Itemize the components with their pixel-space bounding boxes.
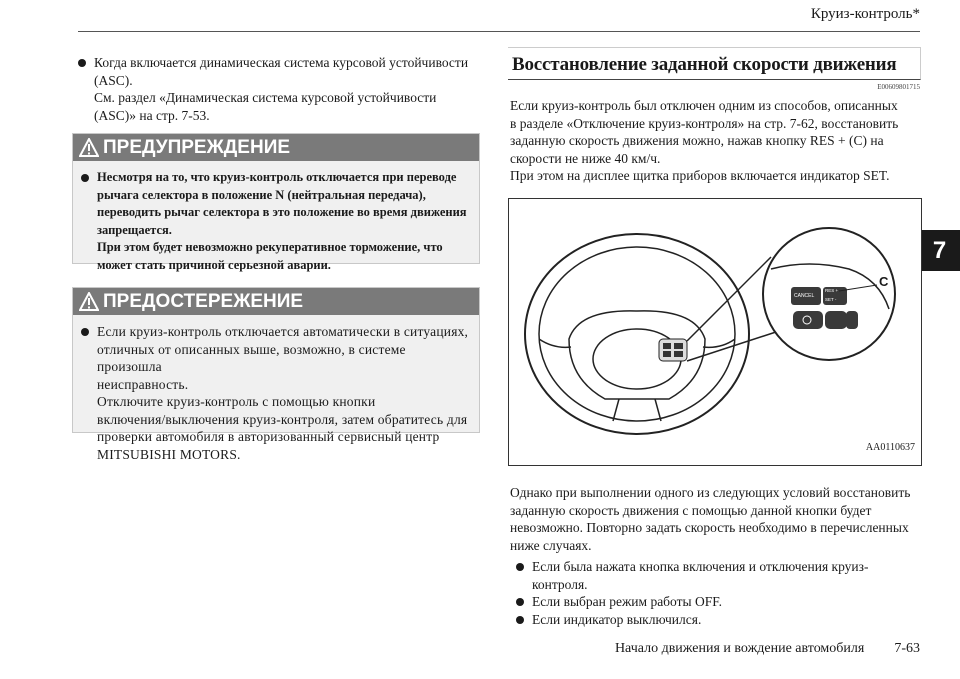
intro-line: См. раздел «Динамическая система курсовой устойчивости: [94, 90, 437, 105]
bullet-icon: [81, 174, 89, 182]
doc-code: E00609801715: [877, 83, 920, 91]
warning-triangle-icon: [79, 138, 99, 158]
para-line: в разделе «Отключение круиз-контроля» на стр. 7-62, восстановить: [510, 115, 899, 131]
caution-line: включения/выключения круиз-контроля, затем обратитесь для: [97, 411, 468, 427]
list-item: контроля.: [532, 576, 588, 592]
paragraph-2: [510, 484, 922, 554]
bullet-icon: [516, 616, 524, 624]
steering-wheel-figure: [508, 198, 922, 466]
list-item: Если была нажата кнопка включения и отключения круиз-: [532, 559, 869, 574]
intro-line: (ASC).: [94, 72, 133, 88]
header-rule: [78, 31, 920, 32]
para-line: заданную скорость движения можно, нажав кнопку RES + (C) на: [510, 133, 884, 148]
bullet-icon: [81, 328, 89, 336]
figure-code: AA0110637: [865, 442, 915, 453]
footer-chapter-name: Начало движения и вождение автомобиля: [614, 641, 865, 656]
list-item: Если выбран режим работы OFF.: [532, 594, 723, 609]
page-header-title: Круиз-контроль*: [810, 6, 920, 22]
conditions-list: [516, 558, 916, 628]
paragraph-1: [510, 97, 922, 185]
caution-triangle-icon: [79, 292, 99, 312]
caution-line: Отключите круиз-контроль с помощью кнопки: [97, 394, 376, 409]
caution-line: отличных от описанных выше, возможно, в системе произошла: [97, 341, 406, 374]
bullet-icon: [78, 59, 86, 67]
chapter-tab: 7: [919, 230, 960, 271]
warning-line: переводить рычаг селектора в это положение во время движения: [97, 205, 467, 219]
para-line: При этом на дисплее щитка приборов включается индикатор SET.: [510, 168, 890, 183]
caution-box: [72, 287, 480, 462]
page-number: 7-63: [894, 641, 920, 656]
warning-body: [73, 161, 479, 280]
para-line: ниже случаях.: [510, 537, 592, 553]
warning-line: запрещается.: [97, 222, 172, 237]
list-item: Если индикатор выключился.: [532, 611, 702, 627]
para-line: заданную скорость движения с помощью данной кнопки будет: [510, 502, 872, 518]
steering-wheel-illustration: [509, 199, 921, 465]
warning-line: При этом будет невозможно рекуперативное торможение, что: [97, 240, 443, 254]
warning-line: рычага селектора в положение N (нейтральная передача),: [97, 187, 426, 202]
warning-box: [72, 133, 480, 272]
caution-line: MITSUBISHI MOTORS.: [97, 446, 241, 462]
section-title: Восстановление заданной скорости движения: [512, 54, 897, 75]
caution-line: неисправность.: [97, 376, 189, 392]
caution-title: ПРЕДОСТЕРЕЖЕНИЕ: [103, 290, 304, 312]
warning-header: [73, 134, 479, 161]
intro-line: (ASC)» на стр. 7-53.: [94, 107, 210, 123]
page-footer: [615, 641, 920, 657]
intro-line: Когда включается динамическая система курсовой устойчивости: [94, 55, 469, 70]
section-heading: [508, 47, 921, 80]
res-button-label: RES +: [825, 288, 839, 293]
warning-line: может стать причиной серьезной аварии.: [97, 257, 331, 272]
intro-bullet: [78, 54, 478, 124]
caution-body: [73, 315, 479, 469]
bullet-icon: [516, 598, 524, 606]
para-line: Если круиз-контроль был отключен одним из способов, описанных: [510, 98, 898, 113]
caution-header: [73, 288, 479, 315]
warning-title: ПРЕДУПРЕЖДЕНИЕ: [103, 136, 291, 158]
caution-line: проверки автомобиля в авторизованный сервисный центр: [97, 429, 440, 444]
warning-line: Несмотря на то, что круиз-контроль отключается при переводе: [97, 170, 457, 184]
caution-line: Если круиз-контроль отключается автоматически в ситуациях,: [97, 324, 469, 339]
cancel-button-label: CANCEL: [794, 293, 815, 299]
callout-c-label: C: [879, 274, 889, 289]
bullet-icon: [516, 563, 524, 571]
para-line: Однако при выполнении одного из следующих условий восстановить: [510, 485, 911, 500]
para-line: невозможно. Повторно задать скорость необходимо в перечисленных: [510, 520, 909, 535]
para-line: скорости не ниже 40 км/ч.: [510, 150, 661, 166]
set-button-label: SET -: [825, 297, 837, 302]
